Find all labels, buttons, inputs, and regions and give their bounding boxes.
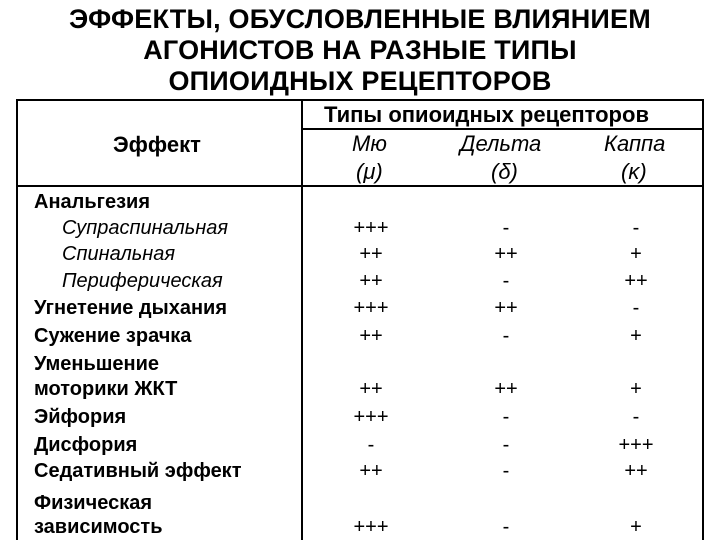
delta-value: - bbox=[502, 325, 510, 347]
mu-value: +++ bbox=[353, 406, 389, 428]
effect-header: Эффект bbox=[113, 132, 201, 157]
effect-label: Спинальная bbox=[62, 243, 176, 265]
effect-label: Угнетение дыхания bbox=[34, 297, 227, 319]
mu-value: ++ bbox=[359, 243, 383, 265]
effect-label: Сужение зрачка bbox=[34, 325, 192, 347]
mu-value: ++ bbox=[359, 270, 383, 292]
delta-value: ++ bbox=[494, 297, 518, 319]
mu-value: ++ bbox=[359, 325, 383, 347]
receptor-types-header: Типы опиоидных рецепторов bbox=[324, 102, 649, 127]
title-line-2: АГОНИСТОВ НА РАЗНЫЕ ТИПЫ bbox=[143, 35, 577, 65]
mu-value: ++ bbox=[359, 460, 383, 482]
kappa-value: - bbox=[632, 217, 640, 239]
delta-value: ++ bbox=[494, 243, 518, 265]
delta-header: Дельта bbox=[460, 131, 542, 156]
delta-value: - bbox=[502, 460, 510, 482]
effect-label: зависимость bbox=[34, 516, 163, 538]
table-left-border bbox=[16, 99, 18, 540]
mu-value: +++ bbox=[353, 516, 389, 538]
effect-label: Периферическая bbox=[62, 270, 223, 292]
table-top-border bbox=[16, 99, 704, 101]
kappa-value: ++ bbox=[624, 460, 648, 482]
kappa-value: + bbox=[630, 378, 642, 400]
title-line-3: ОПИОИДНЫХ РЕЦЕПТОРОВ bbox=[168, 66, 552, 96]
table-right-border bbox=[702, 99, 704, 540]
delta-symbol: (δ) bbox=[491, 159, 518, 184]
delta-value: - bbox=[502, 434, 510, 456]
delta-value: - bbox=[502, 406, 510, 428]
effect-label: Супраспинальная bbox=[62, 217, 229, 239]
column-divider bbox=[301, 99, 303, 540]
kappa-header: Каппа bbox=[604, 131, 666, 156]
kappa-value: + bbox=[630, 516, 642, 538]
delta-value: - bbox=[502, 217, 510, 239]
kappa-value: - bbox=[632, 406, 640, 428]
receptor-effects-table bbox=[16, 99, 704, 540]
mu-value: +++ bbox=[353, 297, 389, 319]
kappa-value: - bbox=[632, 297, 640, 319]
mu-value: - bbox=[367, 434, 375, 456]
effect-label: Эйфория bbox=[34, 406, 127, 428]
mu-value: ++ bbox=[359, 378, 383, 400]
header-bottom-border bbox=[16, 185, 704, 187]
mu-value: +++ bbox=[353, 217, 389, 239]
delta-value: ++ bbox=[494, 378, 518, 400]
effect-label: Физическая bbox=[34, 492, 152, 514]
kappa-symbol: (κ) bbox=[621, 159, 647, 184]
kappa-value: + bbox=[630, 243, 642, 265]
kappa-value: + bbox=[630, 325, 642, 347]
effect-label: Уменьшение bbox=[34, 353, 160, 375]
effect-label: моторики ЖКТ bbox=[34, 378, 178, 400]
effect-label: Дисфория bbox=[34, 434, 138, 456]
delta-value: - bbox=[502, 270, 510, 292]
effect-label: Седативный эффект bbox=[34, 460, 242, 482]
kappa-value: +++ bbox=[618, 434, 654, 456]
types-header-underline bbox=[302, 128, 704, 130]
delta-value: - bbox=[502, 516, 510, 538]
title-line-1: ЭФФЕКТЫ, ОБУСЛОВЛЕННЫЕ ВЛИЯНИЕМ bbox=[69, 4, 651, 34]
effect-label: Анальгезия bbox=[34, 191, 151, 213]
kappa-value: ++ bbox=[624, 270, 648, 292]
mu-symbol: (μ) bbox=[356, 159, 383, 184]
page-title bbox=[0, 4, 720, 97]
mu-header: Мю bbox=[352, 131, 387, 156]
